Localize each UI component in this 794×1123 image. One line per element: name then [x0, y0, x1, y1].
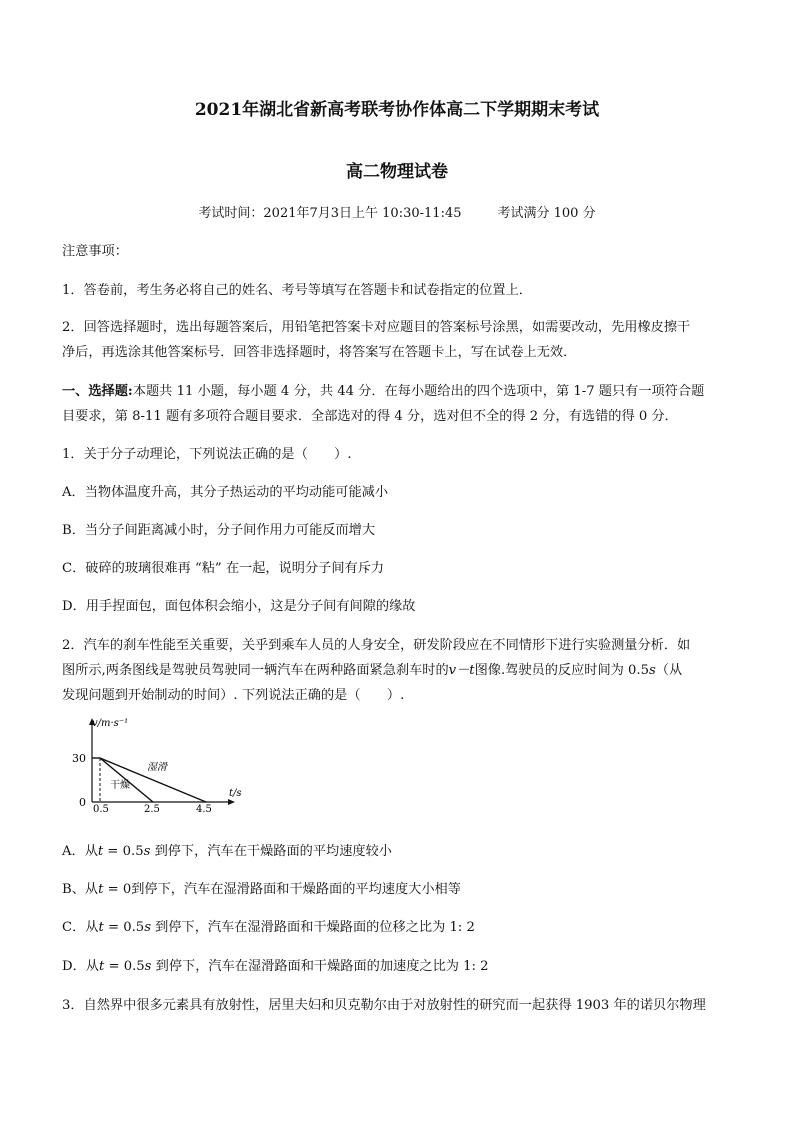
y-tick-30: 30 [72, 752, 86, 765]
x-axis-label: t/s [229, 788, 242, 799]
vt-symbol: v－t [448, 663, 475, 678]
time-symbol: t [98, 959, 105, 974]
x-axis-arrow [228, 799, 235, 805]
q1-option-b: B．当分子间距离减小时，分子间作用力可能反而增大 [62, 523, 376, 538]
q2-stem-line-2 [62, 659, 732, 678]
q2-stem-line-3: 发现问题到开始制动的时间）. 下列说法正确的是（ ）. [62, 688, 405, 703]
notes-item-1: 1．答卷前，考生务必将自己的姓名、考号等填写在答题卡和试卷指定的位置上． [62, 283, 532, 298]
q2-option-b [62, 878, 732, 897]
q2-b-text: = 0到停下，汽车在湿滑路面和干燥路面的平均速度大小相等 [103, 882, 461, 897]
exam-time: 考试时间：2021年7月3日上午 10:30-11:45 [198, 206, 462, 221]
q2-c-prefix: C．从 [62, 920, 99, 935]
q2-option-c [62, 916, 732, 935]
dry-road-label: 干燥 [110, 780, 130, 791]
exam-meta [0, 202, 794, 221]
q3-stem-line-1: 3．自然界中很多元素具有放射性，居里夫妇和贝克勒尔由于对放射性的研究而一起获得 1903 年的诺贝尔物理 [62, 998, 706, 1013]
time-symbol: t [98, 920, 104, 935]
q2-a-prefix: A．从 [62, 844, 98, 859]
seconds-unit: s [649, 663, 656, 678]
q1-option-d: D．用手捏面包，面包体积会缩小，这是分子间有间隙的缘故 [62, 599, 416, 614]
time-symbol: t [97, 844, 104, 859]
q1-stem: 1．关于分子动理论，下列说法正确的是（ ）. [62, 447, 352, 462]
section1-line-2: 目要求，第 8-11 题有多项符合题目要求．全部选对的得 4 分，选对但不全的得 2 分，有选错的得 0 分． [62, 409, 678, 424]
q2-d-text: 到停下，汽车在湿滑路面和干燥路面的加速度之比为 1: 2 [151, 959, 489, 974]
q2-stem-text-c: （从 [655, 663, 683, 678]
x-tick-4-5: 4.5 [196, 804, 212, 812]
q2-a-value: = 0.5 [103, 844, 144, 859]
q2-c-text: 到停下，汽车在湿滑路面和干燥路面的位移之比为 1: 2 [150, 920, 475, 935]
q1-option-a: A．当物体温度升高，其分子热运动的平均动能可能减小 [62, 485, 389, 500]
q2-option-a [62, 840, 732, 859]
origin-label: 0 [79, 796, 86, 809]
notes-item-2-line-2: 净后，再选涂其他答案标号．回答非选择题时，将答案写在答题卡上，写在试卷上无效． [62, 345, 577, 360]
seconds-unit: s [144, 920, 151, 935]
wet-road-label: 湿滑 [147, 762, 167, 773]
exam-title: 2021年湖北省新高考联考协作体高二下学期期末考试 [194, 100, 600, 120]
y-axis-label: v/m·s⁻¹ [92, 718, 129, 729]
q2-d-value: = 0.5 [104, 959, 145, 974]
q2-a-text: 到停下，汽车在干燥路面的平均速度较小 [150, 844, 392, 859]
q2-stem-line-1: 2．汽车的刹车性能至关重要，关乎到乘车人员的人身安全，研发阶段应在不同情形下进行实验测量分析．如 [62, 638, 691, 653]
notes-heading: 注意事项： [62, 244, 128, 259]
time-symbol: t [98, 882, 104, 897]
q2-b-prefix: B、从 [62, 882, 99, 897]
q1-option-c: C．破碎的玻璃很难再 “粘” 在一起，说明分子间有斥力 [62, 561, 385, 576]
q2-c-value: = 0.5 [103, 920, 145, 935]
seconds-unit: s [143, 844, 151, 859]
q2-stem-text-a: 图所示,两条图线是驾驶员驾驶同一辆汽车在两种路面紧急刹车时的 [62, 663, 449, 678]
section1-label: 一、选择题: [62, 384, 133, 399]
x-tick-2-5: 2.5 [144, 804, 160, 812]
notes-item-2-line-1: 2．回答选择题时，选出每题答案后，用铅笔把答案卡对应题目的答案标号涂黑，如需要改动，先用橡皮擦干 [62, 320, 691, 335]
vt-graph [62, 712, 242, 812]
x-tick-0-5: 0.5 [93, 804, 109, 812]
q2-stem-text-b: 图像.驾驶员的反应时间为 0.5 [474, 663, 649, 678]
q2-d-prefix: D．从 [62, 959, 99, 974]
exam-subtitle: 高二物理试卷 [346, 162, 448, 182]
section1-line-1 [62, 380, 732, 399]
exam-full-score: 考试满分 100 分 [497, 206, 596, 221]
q2-option-d [62, 955, 732, 974]
seconds-unit: s [144, 959, 152, 974]
section1-text-1: 本题共 11 小题，每小题 4 分，共 44 分．在每小题给出的四个选项中，第 1-7 题只有一项符合题 [132, 384, 705, 399]
